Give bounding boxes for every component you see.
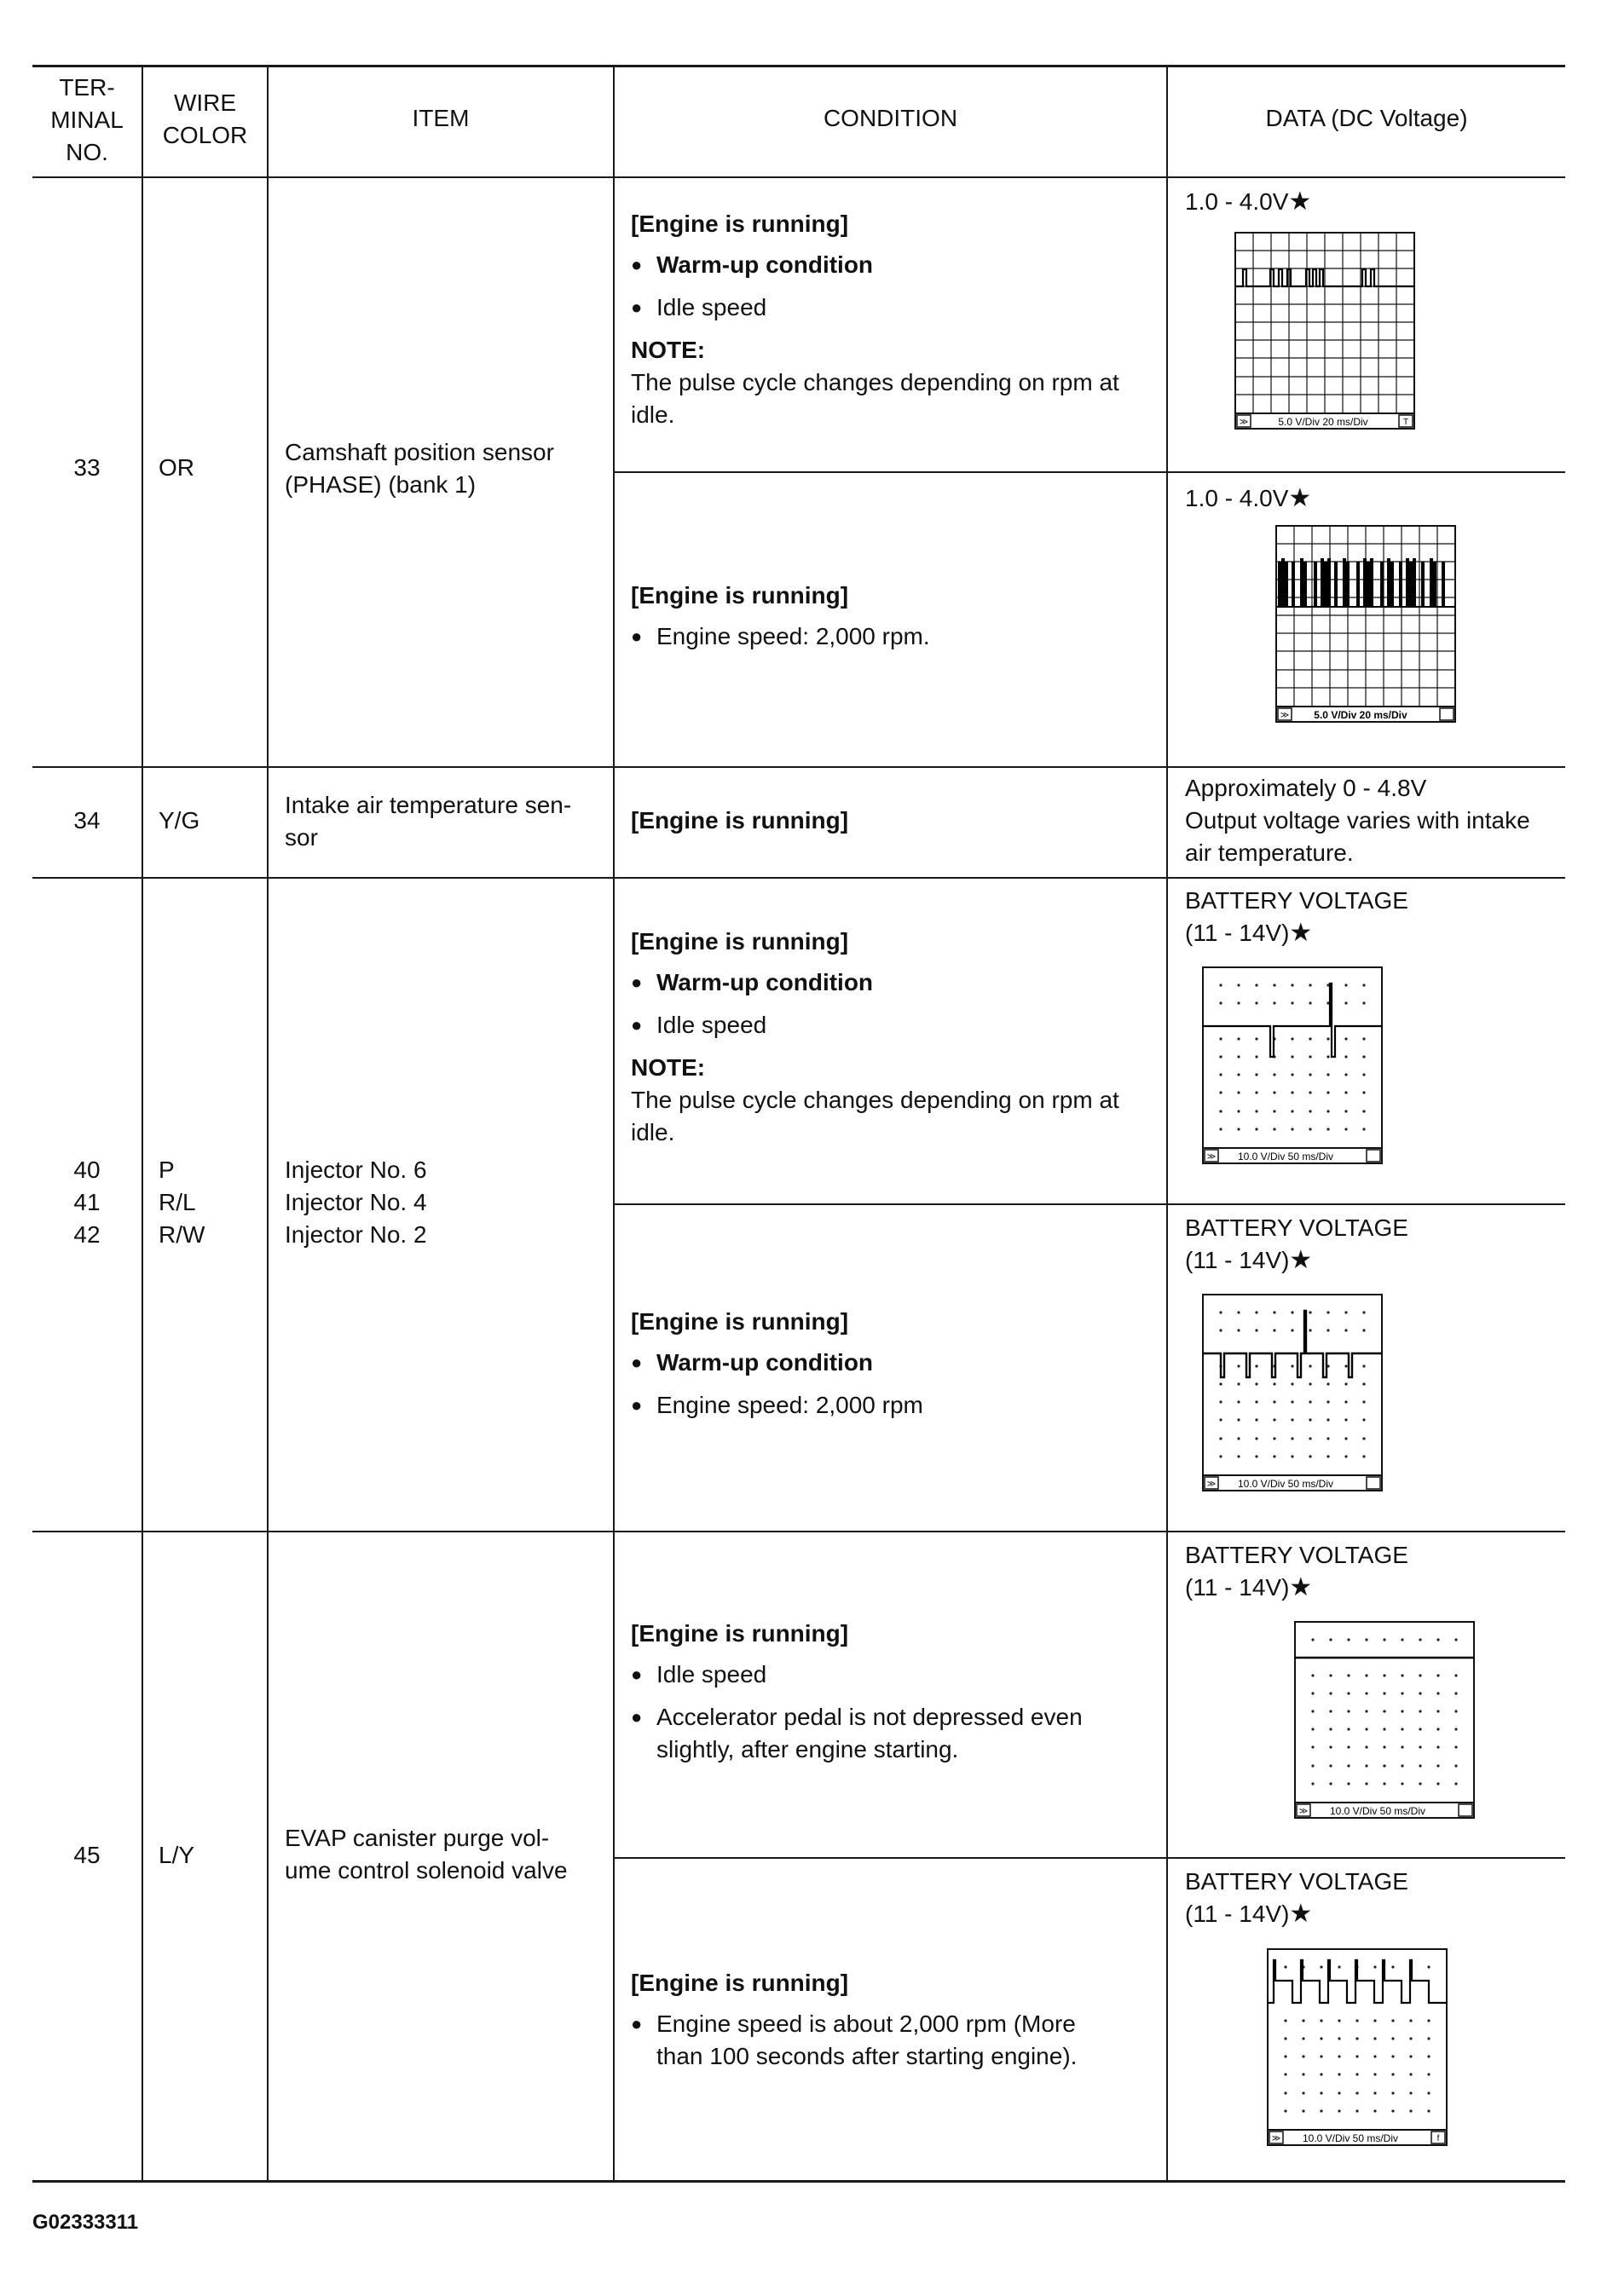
data-value: BATTERY VOLTAGE (11 - 14V)★ bbox=[1185, 1214, 1408, 1274]
table-top-border bbox=[32, 65, 1565, 67]
header-terminal: TER- MINAL NO. bbox=[50, 74, 124, 165]
star-icon: ★ bbox=[1288, 187, 1312, 216]
condition-title: [Engine is running] bbox=[631, 807, 849, 834]
condition-title: [Engine is running] bbox=[631, 582, 849, 609]
condition-title: [Engine is running] bbox=[631, 1308, 849, 1335]
oscilloscope-waveform bbox=[1234, 232, 1415, 430]
header-condition: CONDITION bbox=[823, 105, 958, 131]
scope-scale: 10.0 V/Div 50 ms/Div bbox=[1302, 2132, 1399, 2144]
row-33-split bbox=[614, 471, 1565, 473]
table-bottom-border bbox=[32, 2180, 1565, 2183]
col-divider bbox=[267, 65, 269, 2183]
figure-code: G02333311 bbox=[32, 2211, 139, 2234]
condition-bullet: ● Idle speed bbox=[656, 1659, 766, 1691]
terminal-number: 34 bbox=[73, 807, 101, 834]
col-divider bbox=[1166, 65, 1168, 2183]
data-value: 1.0 - 4.0V★ bbox=[1185, 187, 1312, 216]
condition-title: [Engine is running] bbox=[631, 1970, 849, 1996]
condition-bullet: ● Engine speed is about 2,000 rpm (More than 100 seconds after starting engine). bbox=[656, 2008, 1077, 2073]
condition-bullet: ● Engine speed: 2,000 rpm. bbox=[656, 620, 930, 653]
wire-colors: P R/L R/W bbox=[159, 1157, 205, 1248]
condition-bullet: ● Warm-up condition bbox=[656, 1347, 873, 1379]
scope-scale: 10.0 V/Div 50 ms/Div bbox=[1237, 1151, 1334, 1162]
item-name: Camshaft position sensor (PHASE) (bank 1) bbox=[285, 439, 554, 498]
oscilloscope-waveform bbox=[1275, 525, 1456, 723]
note-title: NOTE: bbox=[631, 1054, 706, 1081]
header-wire-color: WIRE COLOR bbox=[162, 89, 248, 148]
item-name: Intake air temperature sen- sor bbox=[285, 792, 572, 851]
note-text: The pulse cycle changes depending on rpm at idle. bbox=[631, 369, 1119, 428]
condition-bullet: ● Warm-up condition bbox=[656, 966, 873, 999]
terminal-numbers: 40 41 42 bbox=[73, 1157, 101, 1248]
condition-bullet: ● Engine speed: 2,000 rpm bbox=[656, 1389, 923, 1422]
star-icon: ★ bbox=[1289, 1573, 1313, 1601]
header-item: ITEM bbox=[412, 105, 470, 131]
data-value: Approximately 0 - 4.8V Output voltage varies with intake air temperature. bbox=[1185, 775, 1530, 866]
condition-title: [Engine is running] bbox=[631, 928, 849, 955]
scope-run-icon: ≫ bbox=[1206, 1152, 1217, 1162]
condition-bullet: ● Idle speed bbox=[656, 1009, 766, 1041]
condition-bullet: ● Idle speed bbox=[656, 291, 766, 324]
terminal-table bbox=[32, 65, 1565, 2183]
header-data: DATA (DC Voltage) bbox=[1265, 105, 1468, 131]
scope-scale: 10.0 V/Div 50 ms/Div bbox=[1329, 1805, 1426, 1817]
item-name: EVAP canister purge vol- ume control solenoid valve bbox=[285, 1825, 568, 1884]
scope-run-icon: ≫ bbox=[1271, 2134, 1281, 2143]
star-icon: ★ bbox=[1289, 919, 1313, 947]
item-names: Injector No. 6 Injector No. 4 Injector No. 2 bbox=[285, 1157, 427, 1248]
oscilloscope-waveform bbox=[1294, 1621, 1475, 1819]
oscilloscope-waveform bbox=[1267, 1948, 1448, 2146]
star-icon: ★ bbox=[1288, 484, 1312, 512]
scope-scale: 10.0 V/Div 50 ms/Div bbox=[1237, 1478, 1334, 1490]
star-icon: ★ bbox=[1289, 1900, 1313, 1928]
oscilloscope-waveform bbox=[1202, 1294, 1383, 1491]
row-40-split bbox=[614, 1203, 1565, 1205]
condition-title: [Engine is running] bbox=[631, 1620, 849, 1647]
terminal-number: 45 bbox=[73, 1842, 101, 1868]
row-divider bbox=[32, 766, 1565, 768]
terminal-number: 33 bbox=[73, 454, 101, 481]
star-icon: ★ bbox=[1289, 1246, 1313, 1274]
wire-color: Y/G bbox=[159, 807, 200, 834]
condition-title: [Engine is running] bbox=[631, 211, 849, 237]
condition-bullet: ● Warm-up condition bbox=[656, 249, 873, 281]
data-value: BATTERY VOLTAGE (11 - 14V)★ bbox=[1185, 1542, 1408, 1601]
header-divider bbox=[32, 176, 1565, 178]
data-value: BATTERY VOLTAGE (11 - 14V)★ bbox=[1185, 887, 1408, 947]
scope-run-icon: ≫ bbox=[1239, 418, 1249, 427]
data-value: BATTERY VOLTAGE (11 - 14V)★ bbox=[1185, 1868, 1408, 1928]
wire-color: L/Y bbox=[159, 1842, 195, 1868]
condition-bullet: ● Accelerator pedal is not depressed even slightly, after engine starting. bbox=[656, 1701, 1083, 1766]
row-45-split bbox=[614, 1857, 1565, 1859]
scope-run-icon: ≫ bbox=[1206, 1480, 1217, 1489]
wire-color: OR bbox=[159, 454, 194, 481]
scope-scale: 5.0 V/Div 20 ms/Div bbox=[1278, 416, 1368, 428]
scope-trigger-icon: T bbox=[1402, 418, 1409, 427]
row-divider bbox=[32, 1531, 1565, 1532]
data-value: 1.0 - 4.0V★ bbox=[1185, 484, 1312, 512]
note-title: NOTE: bbox=[631, 337, 706, 363]
col-divider bbox=[613, 65, 615, 2183]
oscilloscope-waveform bbox=[1202, 966, 1383, 1164]
note-text: The pulse cycle changes depending on rpm at idle. bbox=[631, 1087, 1119, 1145]
scope-run-icon: ≫ bbox=[1298, 1807, 1309, 1816]
row-divider bbox=[32, 877, 1565, 879]
scope-run-icon: ≫ bbox=[1280, 711, 1290, 720]
col-divider bbox=[142, 65, 143, 2183]
scope-trigger-icon: f bbox=[1436, 2134, 1440, 2143]
scope-scale: 5.0 V/Div 20 ms/Div bbox=[1314, 709, 1407, 721]
